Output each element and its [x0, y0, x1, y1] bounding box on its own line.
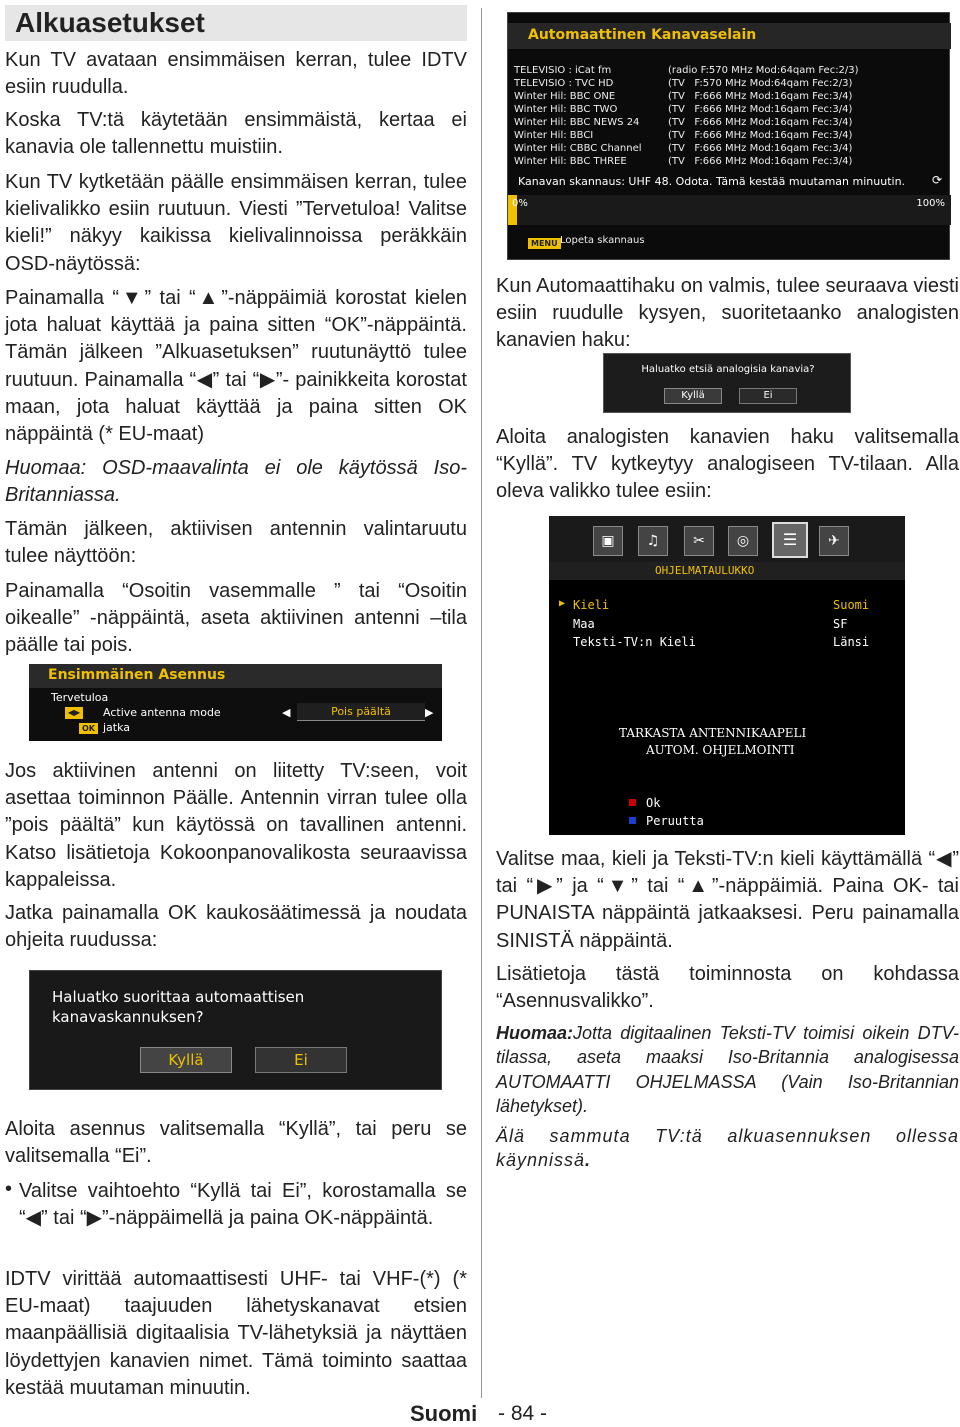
auto-scan-screen — [507, 12, 950, 260]
channel-row — [514, 143, 944, 156]
program-row[interactable] — [559, 617, 889, 633]
channel-row — [514, 65, 944, 78]
channel-info: (radio F:570 MHz Mod:64qam Fec:2/3) — [668, 65, 859, 76]
menu-icon-bar — [549, 516, 905, 564]
channel-name: Winter Hil: CBBC Channel — [514, 143, 642, 154]
paragraph: Painamalla “▼” tai “▲”-näppäimiä korostat kielen jota haluat käyttää ja paina sitten “OK”-näppäintä. Tämän jälkeen ”Alkuasetuksen” ruutunäyttö tulee ruutuun. Painamalla “◀” tai “▶”- painikkeita korostat maan, jota haluat käyttää ja paina sitten OK näppäintä (* EU-maat) — [5, 287, 467, 446]
warning-period: . — [585, 1150, 592, 1171]
note-paragraph — [496, 1021, 959, 1119]
progress-max-label: 100% — [916, 198, 945, 209]
channel-info: (TV F:666 MHz Mod:16qam Fec:3/4) — [668, 143, 853, 154]
analog-confirm-dialog — [603, 353, 851, 413]
footer-page-number: - 84 - — [498, 1402, 548, 1425]
ok-label[interactable]: Ok — [646, 796, 661, 810]
paragraph: Kun TV kytketään päälle ensimmäisen kerran, tulee kielivalikko esiin ruutuun. Viesti ”Tervetuloa! Valitse kieli!” näkyy kaikissa kielivalinnoissa peräkkäin OSD-näytössä: — [5, 171, 467, 275]
analog-no-button[interactable]: Ei — [739, 388, 797, 404]
camera-icon[interactable]: ▣ — [593, 526, 623, 556]
paragraph: Kun TV avataan ensimmäisen kerran, tulee IDTV esiin ruudulla. — [5, 49, 467, 99]
analog-yes-button[interactable]: Kyllä — [664, 388, 722, 404]
progress-bar — [508, 195, 951, 225]
disc-icon[interactable]: ◎ — [728, 526, 758, 556]
active-antenna-value: Pois päältä — [331, 705, 391, 718]
program-row[interactable] — [559, 598, 889, 614]
channel-name: Winter Hil: BBC ONE — [514, 91, 616, 102]
program-table-title: OHJELMATAULUKKO — [655, 564, 755, 577]
channel-row — [514, 78, 944, 91]
paragraph: Jos aktiivinen antenni on liitetty TV:seen, voit asettaa toiminnon Päälle. Antennin virran tulee olla ”pois päältä” kun käytössä on tavallinen antenni. Katso lisätietoja Kokoonpanovalikosta seuraavissa kappaleissa. — [5, 760, 467, 891]
paragraph: Painamalla “Osoitin vasemmalle ” tai “Osoitin oikealle” -näppäintä, aseta aktiivinen antenni –tila päälle tai pois. — [5, 580, 467, 657]
channel-info: (TV F:666 MHz Mod:16qam Fec:3/4) — [668, 156, 853, 167]
bullet-icon: • — [5, 1178, 13, 1200]
note-paragraph: Huomaa: OSD-maavalinta ei ole käytössä Iso-Britanniassa. — [5, 457, 467, 507]
no-button[interactable]: Ei — [255, 1047, 347, 1073]
welcome-label: Tervetuloa — [51, 691, 109, 704]
paragraph: Valitse maa, kieli ja Teksti-TV:n kieli käyttämällä “◀” tai “▶” ja “▼” tai “▲”-näppäimiä. Paina OK- tai PUNAISTA näppäintä jatkaaksesi. Peru painamalla SINISTÄ näppäintä. — [496, 848, 959, 952]
footer-language: Suomi — [410, 1401, 478, 1426]
auto-scan-question-line1: Haluatko suorittaa automaattisen — [52, 988, 305, 1006]
program-row-label: Maa — [573, 617, 595, 631]
blue-button-icon — [629, 817, 636, 824]
channel-row — [514, 156, 944, 169]
check-antenna-label: TARKASTA ANTENNIKAAPELI — [619, 726, 807, 740]
paragraph: Lisätietoja tästä toiminnosta on kohdassa “Asennusvalikko”. — [496, 963, 959, 1013]
channel-name: TELEVISIO : TVC HD — [514, 78, 614, 89]
column-divider — [481, 8, 482, 1398]
channel-info: (TV F:666 MHz Mod:16qam Fec:3/4) — [668, 117, 853, 128]
channel-row — [514, 104, 944, 117]
channel-name: Winter Hil: BBCI — [514, 130, 594, 141]
music-icon[interactable]: ♫ — [638, 526, 668, 556]
channel-row — [514, 117, 944, 130]
red-button-icon — [629, 799, 636, 806]
page-title: Alkuasetukset — [5, 5, 467, 41]
auto-program-label: AUTOM. OHJELMOINTI — [646, 743, 795, 757]
list-icon[interactable]: ☰ — [772, 522, 808, 558]
paragraph: Aloita asennus valitsemalla “Kyllä”, tai peru se valitsemalla “Ei”. — [5, 1118, 467, 1168]
program-row-value: SF — [833, 617, 848, 631]
tools-icon[interactable]: ✂ — [684, 526, 714, 556]
bullet-paragraph: Valitse vaihtoehto “Kyllä tai Ei”, korostamalla se “◀” tai “▶”-näppäimellä ja paina OK-näppäintä. — [19, 1180, 467, 1230]
warning-text: Älä sammuta TV:tä alkuasennuksen ollessa käynnissä — [496, 1126, 959, 1171]
note-text: Jotta digitaalinen Teksti-TV toimisi oikein DTV-tilassa, aseta maaksi Iso-Britannia analogisessa AUTOMAATTI OHJELMASSA (Vain Iso-Britannian lähetykset). — [496, 1023, 959, 1117]
analog-question: Haluatko etsiä analogisia kanavia? — [641, 364, 815, 375]
note-label: Huomaa: — [496, 1023, 574, 1043]
channel-info: (TV F:666 MHz Mod:16qam Fec:3/4) — [668, 91, 853, 102]
channel-info: (TV F:570 MHz Mod:64qam Fec:2/3) — [668, 78, 853, 89]
left-right-arrows-icon: ◀▶ — [65, 707, 83, 719]
first-install-screen — [29, 664, 442, 741]
channel-name: Winter Hil: BBC TWO — [514, 104, 618, 115]
program-row-label: Kieli — [573, 598, 610, 612]
paragraph: IDTV virittää automaattisesti UHF- tai VHF-(*) (* EU-maat) taajuuden lähetyskanavat etsien maanpäällisiä digitaalisia TV-lähetyksiä ja näyttäen löydettyjen kanavien nimet. Tämä toiminto saattaa kestää muutaman minuutin. — [5, 1268, 467, 1399]
auto-scan-confirm-dialog — [29, 970, 442, 1090]
continue-label: jatka — [103, 721, 131, 734]
warning-paragraph — [496, 1124, 959, 1173]
channel-name: TELEVISIO : iCat fm — [514, 65, 612, 76]
antenna-icon[interactable]: ✈ — [819, 526, 849, 556]
chevron-right-icon[interactable]: ▶ — [425, 706, 434, 719]
scan-status: Kanavan skannaus: UHF 48. Odota. Tämä kestää muutaman minuutin. — [518, 175, 906, 188]
menu-key-icon: MENU — [528, 238, 561, 249]
paragraph: Jatka painamalla OK kaukosäätimessä ja noudata ohjeita ruudussa: — [5, 902, 467, 952]
program-row[interactable] — [559, 635, 889, 651]
refresh-icon: ⟳ — [932, 173, 943, 187]
chevron-left-icon[interactable]: ◀ — [282, 706, 291, 719]
program-row-value: Länsi — [833, 635, 870, 649]
program-row-value: Suomi — [833, 598, 870, 612]
channel-name: Winter Hil: BBC THREE — [514, 156, 627, 167]
channel-info: (TV F:666 MHz Mod:16qam Fec:3/4) — [668, 104, 853, 115]
channel-row — [514, 91, 944, 104]
progress-min-label: 0% — [512, 198, 528, 209]
channel-name: Winter Hil: BBC NEWS 24 — [514, 117, 640, 128]
stop-scan-label: Lopeta skannaus — [560, 235, 645, 246]
paragraph: Aloita analogisten kanavien haku valitsemalla “Kyllä”. TV kytkeytyy analogiseen TV-tilaan. Alla oleva valikko tulee esiin: — [496, 426, 959, 503]
yes-button[interactable]: Kyllä — [140, 1047, 232, 1073]
auto-scan-question-line2: kanavaskannuksen? — [52, 1008, 204, 1026]
first-install-title: Ensimmäinen Asennus — [48, 667, 226, 683]
program-table-screen — [549, 516, 905, 835]
ok-key-icon: OK — [79, 723, 98, 734]
selection-arrow-icon: ▶ — [559, 598, 566, 609]
channel-row — [514, 130, 944, 143]
auto-scan-title: Automaattinen Kanavaselain — [528, 27, 757, 43]
active-antenna-label: Active antenna mode — [103, 706, 221, 719]
channel-info: (TV F:666 MHz Mod:16qam Fec:3/4) — [668, 130, 853, 141]
active-antenna-select[interactable] — [297, 703, 425, 721]
paragraph: Tämän jälkeen, aktiivisen antennin valintaruutu tulee näyttöön: — [5, 518, 467, 568]
program-row-label: Teksti-TV:n Kieli — [573, 635, 696, 649]
cancel-label[interactable]: Peruutta — [646, 814, 704, 828]
paragraph: Kun Automaattihaku on valmis, tulee seuraava viesti esiin ruudulle kysyen, suoritetaanko analogisten kanavien haku: — [496, 275, 959, 352]
paragraph: Koska TV:tä käytetään ensimmäistä, kertaa ei kanavia ole tallennettu muistiin. — [5, 109, 467, 159]
